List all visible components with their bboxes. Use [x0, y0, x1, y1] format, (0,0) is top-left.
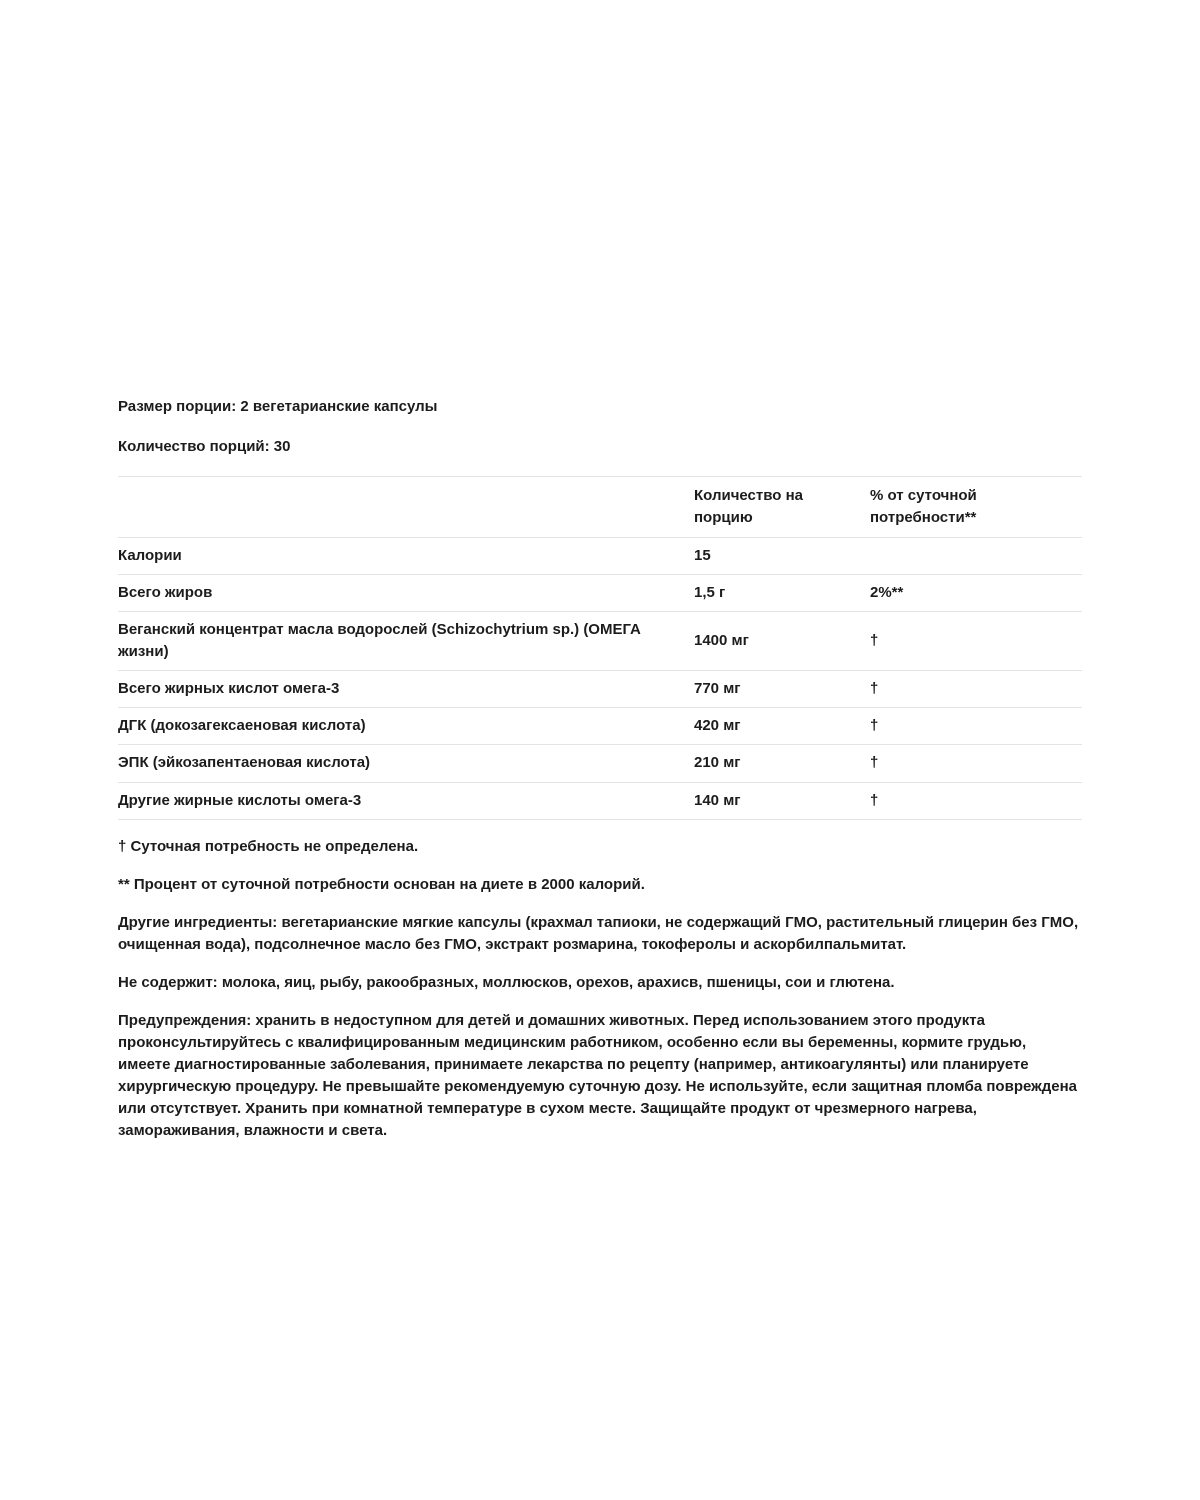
- header-amount-per-serving: Количество на порцию: [694, 487, 803, 527]
- other-ingredients-paragraph: Другие ингредиенты: вегетарианские мягкие капсулы (крахмал тапиоки, не содержащий ГМО, растительный глицерин без ГМО, очищенная вода), подсолнечное масло без ГМО, экстракт розмарина, токоферолы и аскорбилпальмитат.: [118, 913, 1079, 953]
- footnote-percent-daily-value: ** Процент от суточной потребности основан на диете в 2000 калорий.: [118, 875, 645, 893]
- row-amount: 210 мг: [694, 754, 741, 772]
- row-amount: 1400 мг: [694, 632, 749, 650]
- row-amount: 15: [694, 547, 711, 565]
- row-amount: 770 мг: [694, 680, 741, 698]
- does-not-contain-paragraph: Не содержит: молока, яиц, рыбу, ракообразных, моллюсков, орехов, арахисв, пшеницы, сои и глютена.: [118, 973, 895, 991]
- table-row: [118, 671, 1082, 708]
- table-row: [118, 708, 1082, 745]
- table-row: [118, 575, 1082, 612]
- servings-count-line: Количество порций: 30: [118, 438, 291, 456]
- warnings-paragraph: Предупреждения: хранить в недоступном для детей и домашних животных. Перед использованием этого продукта проконсультируйтесь с квалифицированным медицинским работником, особенно если вы беременны, кормите грудью, имеете диагностированные заболевания, принимаете лекарства по рецепту (например, антикоагулянты) или планируете хирургическую процедуру. Не превышайте рекомендуемую суточную дозу. Не используйте, если защитная пломба повреждена или отсутствует. Хранить при комнатной температуре в сухом месте. Защищайте продукт от чрезмерного нагрева, замораживания, влажности и света.: [118, 1011, 1078, 1140]
- row-name: Веганский концентрат масла водорослей (Schizochytrium sp.) (ОМЕГА жизни): [118, 621, 641, 661]
- row-dv: †: [870, 680, 879, 698]
- row-name: Калории: [118, 547, 182, 565]
- row-name: Всего жиров: [118, 584, 213, 602]
- row-dv: †: [870, 791, 879, 809]
- row-amount: 1,5 г: [694, 584, 726, 602]
- header-daily-value: % от суточной потребности**: [870, 487, 977, 527]
- header-ingredient: [118, 499, 694, 515]
- serving-size-line: Размер порции: 2 вегетарианские капсулы: [118, 398, 438, 415]
- label-content: [118, 396, 1082, 1142]
- row-dv: [870, 549, 1082, 563]
- row-name: Другие жирные кислоты омега-3: [118, 791, 362, 809]
- footnote-daily-value-not-established: † Суточная потребность не определена.: [118, 837, 419, 855]
- row-dv: 2%**: [870, 584, 904, 602]
- row-amount: 420 мг: [694, 717, 741, 735]
- table-row: [118, 745, 1082, 782]
- row-name: ДГК (докозагексаеновая кислота): [118, 717, 366, 735]
- table-row: [118, 783, 1082, 820]
- row-name: ЭПК (эйкозапентаеновая кислота): [118, 754, 371, 772]
- row-dv: †: [870, 754, 879, 772]
- row-dv: †: [870, 717, 879, 735]
- table-row: [118, 538, 1082, 575]
- table-header-row: [118, 477, 1082, 538]
- row-name: Всего жирных кислот омега-3: [118, 680, 340, 698]
- row-amount: 140 мг: [694, 791, 741, 809]
- supplement-facts-table: [118, 476, 1082, 819]
- row-dv: †: [870, 632, 879, 650]
- table-row: [118, 612, 1082, 671]
